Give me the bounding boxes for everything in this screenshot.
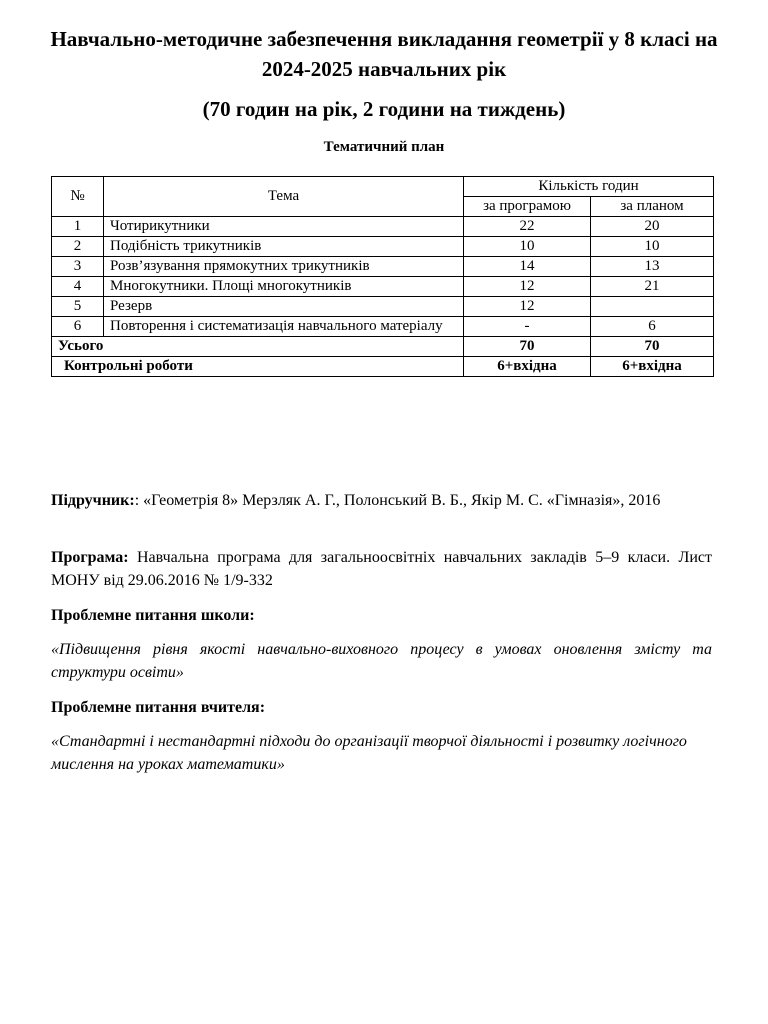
- header-hours: Кількість годин: [464, 177, 714, 197]
- table-row: [52, 317, 714, 337]
- teacher-problem-label: Проблемне питання вчителя:: [51, 699, 266, 716]
- row-number: 4: [52, 277, 104, 297]
- tests-row: [52, 357, 714, 377]
- row-program-hours: 12: [464, 297, 591, 317]
- textbook-label: Підручник:: [51, 492, 135, 509]
- row-plan-hours: 10: [591, 237, 714, 257]
- row-topic: Многокутники. Площі многокутників: [104, 277, 464, 297]
- table-row: [52, 237, 714, 257]
- program-text: Навчальна програма для загальноосвітніх навчальних закладів 5–9 класи. Лист МОНУ від 29.06.2016 № 1/9-332: [51, 549, 712, 589]
- row-plan-hours: 6: [591, 317, 714, 337]
- row-number: 2: [52, 237, 104, 257]
- header-number: №: [52, 177, 104, 217]
- row-topic: Розв’язування прямокутних трикутників: [104, 257, 464, 277]
- tests-label: Контрольні роботи: [52, 357, 464, 377]
- row-topic: Резерв: [104, 297, 464, 317]
- row-program-hours: 12: [464, 277, 591, 297]
- row-plan-hours: 21: [591, 277, 714, 297]
- total-plan-hours: 70: [591, 337, 714, 357]
- tests-plan: 6+вхідна: [591, 357, 714, 377]
- header-by-program: за програмою: [464, 197, 591, 217]
- row-plan-hours: 20: [591, 217, 714, 237]
- row-program-hours: 14: [464, 257, 591, 277]
- total-program-hours: 70: [464, 337, 591, 357]
- row-topic: Подібність трикутників: [104, 237, 464, 257]
- textbook-text: : «Геометрія 8» Мерзляк А. Г., Полонський В. Б., Якір М. С. «Гімназія», 2016: [134, 492, 661, 509]
- header-by-plan: за планом: [591, 197, 714, 217]
- total-row: [52, 337, 714, 357]
- program-paragraph: [51, 546, 712, 592]
- teacher-problem-text: «Стандартні і нестандартні підходи до організації творчої діяльності і розвитку логічного мислення на уроках математики»: [51, 733, 687, 773]
- table-row: [52, 297, 714, 317]
- row-number: 1: [52, 217, 104, 237]
- document-title: Навчально-методичне забезпечення викладання геометрії у 8 класі на 2024-2025 навчальних рік: [50, 27, 718, 81]
- textbook-paragraph: [51, 489, 712, 512]
- row-plan-hours: 13: [591, 257, 714, 277]
- table-header-row: [52, 177, 714, 197]
- row-topic: Повторення і систематизація навчального матеріалу: [104, 317, 464, 337]
- row-program-hours: -: [464, 317, 591, 337]
- header-topic: Тема: [104, 177, 464, 217]
- school-problem-text: «Підвищення рівня якості навчально-виховного процесу в умовах оновлення змісту та структури освіти»: [51, 641, 712, 681]
- row-program-hours: 22: [464, 217, 591, 237]
- plan-title: Тематичний план: [323, 139, 445, 155]
- table-row: [52, 277, 714, 297]
- row-program-hours: 10: [464, 237, 591, 257]
- thematic-plan-table: [51, 176, 714, 377]
- row-topic: Чотирикутники: [104, 217, 464, 237]
- hours-note: (70 годин на рік, 2 години на тиждень): [202, 97, 566, 121]
- table-row: [52, 257, 714, 277]
- row-number: 3: [52, 257, 104, 277]
- row-plan-hours: [591, 297, 714, 317]
- row-number: 6: [52, 317, 104, 337]
- tests-program: 6+вхідна: [464, 357, 591, 377]
- program-label: Програма:: [51, 549, 129, 566]
- total-label: Усього: [52, 337, 464, 357]
- school-problem-label: Проблемне питання школи:: [51, 607, 255, 624]
- table-row: [52, 217, 714, 237]
- row-number: 5: [52, 297, 104, 317]
